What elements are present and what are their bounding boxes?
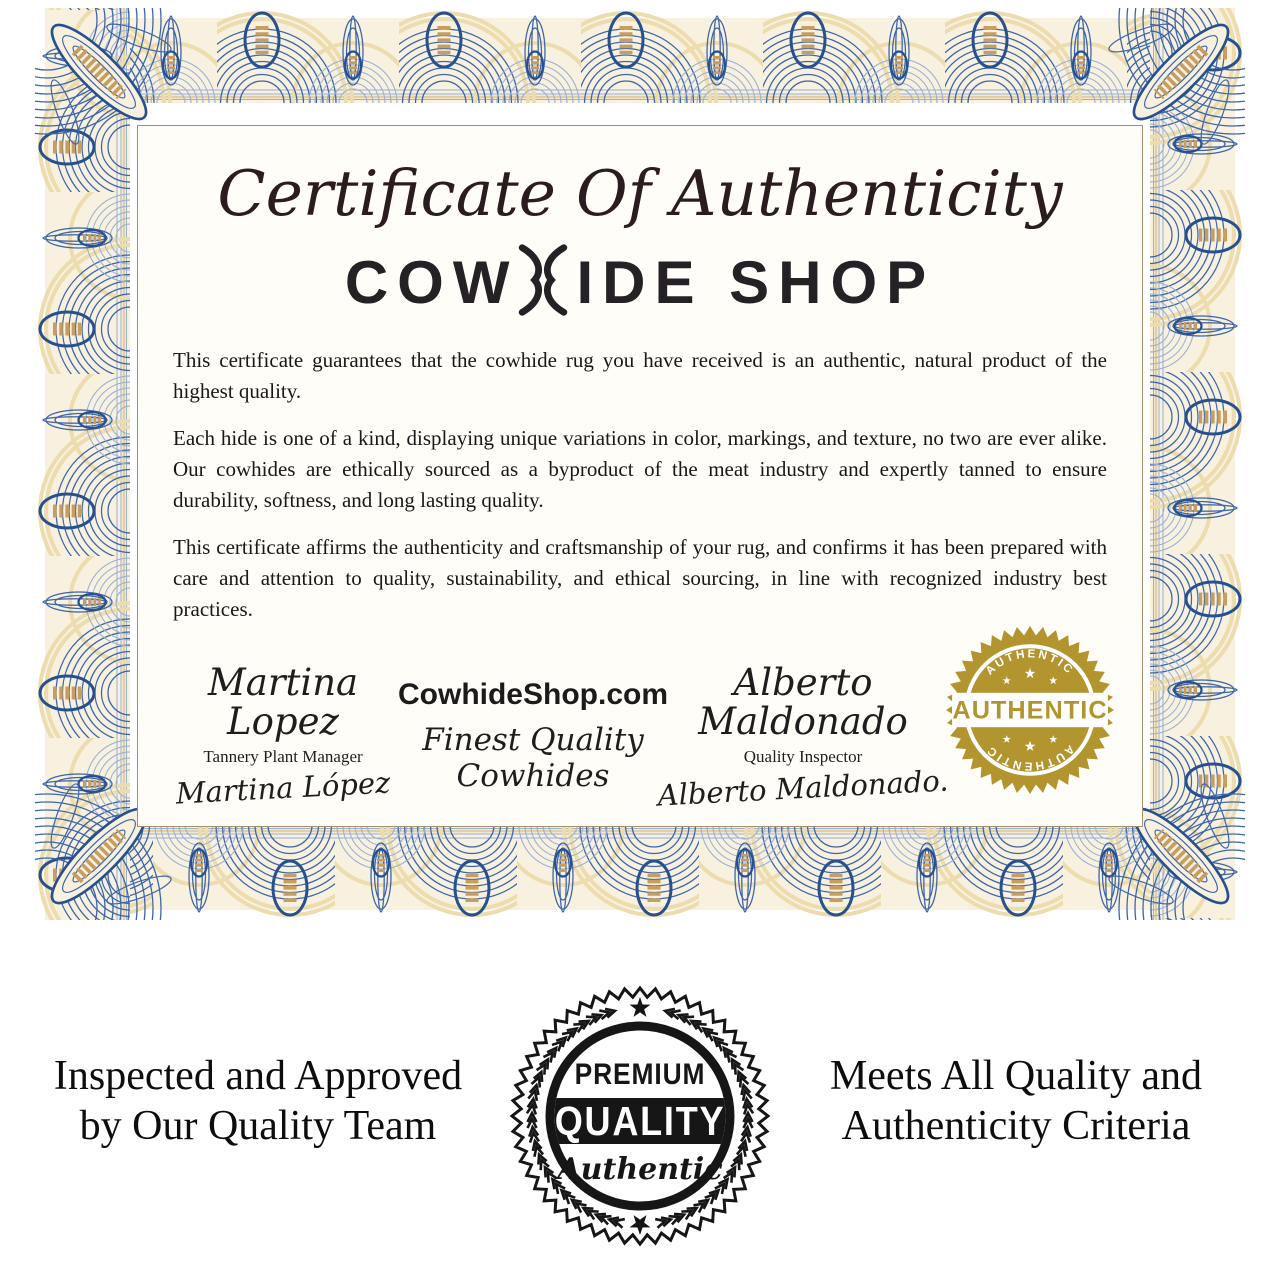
- certificate-panel: [137, 125, 1143, 827]
- signatory-autograph: Alberto Maldonado.: [656, 763, 950, 813]
- signatory-role: Quality Inspector: [743, 746, 863, 766]
- footer-left-caption: [18, 1051, 498, 1151]
- brand-suffix: IDE SHOP: [576, 249, 936, 316]
- seal-band-label: AUTHENTIC: [952, 696, 1108, 725]
- cowhide-h-icon: [518, 243, 568, 317]
- footer-right-line2: Authenticity Criteria: [841, 1103, 1191, 1149]
- brand-prefix: COW: [344, 249, 519, 316]
- signature-block-manager: [148, 661, 418, 811]
- footer-left-line2: by Our Quality Team: [79, 1103, 437, 1149]
- signature-block-website: [393, 678, 673, 794]
- footer-left-line1: Inspected and Approved: [53, 1053, 463, 1099]
- certificate-body: [173, 345, 1107, 625]
- website-name: CowhideShop.com: [398, 678, 668, 711]
- website-tagline: Finest Quality Cowhides: [422, 722, 644, 794]
- paragraph-guarantee: This certificate guarantees that the cowhide rug you have received is an authentic, natural product of the highest quality.: [173, 348, 1107, 403]
- paragraph-uniqueness: Each hide is one of a kind, displaying unique variations in color, markings, and texture, no two are ever alike. Our cowhides are ethically sourced as a byproduct of the meat industry and expertly tanned to ensure durability, softness, and long lasting quality.: [173, 426, 1107, 512]
- footer-right-caption: [778, 1051, 1254, 1151]
- seal-arc-top: AUTHENTIC: [983, 647, 1077, 678]
- authentic-seal: [944, 624, 1116, 796]
- footer-right-line1: Meets All Quality and: [829, 1053, 1203, 1099]
- signatory-name: Martina Lopez: [207, 661, 359, 743]
- certificate: [35, 8, 1245, 920]
- signatory-autograph: Martina López: [174, 765, 392, 811]
- brand-logo: [138, 249, 1142, 317]
- badge-premium-label: PREMIUM: [574, 1056, 706, 1091]
- premium-quality-badge: [509, 985, 771, 1247]
- certificate-title: Certificate Of Authenticity: [217, 157, 1063, 230]
- badge-quality-label: QUALITY: [554, 1098, 726, 1145]
- signatory-role: Tannery Plant Manager: [203, 746, 363, 766]
- signature-block-inspector: [653, 661, 953, 813]
- paragraph-craftsmanship: This certificate affirms the authenticity and craftsmanship of your rug, and confirms it has been prepared with care and attention to quality, sustainability, and ethical sourcing, in line with recognized industry best practices.: [173, 535, 1107, 621]
- seal-arc-bottom: AUTHENTIC: [983, 742, 1077, 773]
- signatory-name: Alberto Maldonado: [698, 661, 908, 743]
- badge-authentic-label: Authentic: [557, 1152, 723, 1187]
